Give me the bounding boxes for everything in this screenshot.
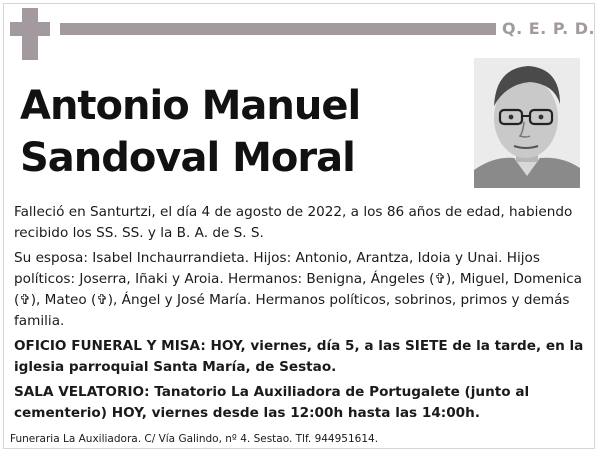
funeral-mass-info: OFICIO FUNERAL Y MISA: HOY, viernes, día 5, a las SIETE de la tarde, en la iglesia parroquial Santa María, de Sestao. xyxy=(14,338,584,375)
cross-icon-bar xyxy=(10,22,50,36)
family-list: Su esposa: Isabel Inchaurrandieta. Hijos: Antonio, Arantza, Idoia y Unai. Hijos políticos: Joserra, Iñaki y Aroia. Hermanos: Benigna, Ángeles (✞), Miguel, Domenica (✞), Mateo (✞), Ángel y José María. Hermanos políticos, sobrinos, primos y demás familia. xyxy=(14,250,582,329)
funeral-home-footer: Funeraria La Auxiliadora. C/ Vía Galindo, nº 4. Sestao. Tlf. 944951614. xyxy=(10,433,379,445)
portrait-photo xyxy=(474,58,580,188)
death-statement: Falleció en Santurtzi, el día 4 de agosto de 2022, a los 86 años de edad, habiendo recibido los SS. SS. y la B. A. de S. S. xyxy=(14,204,573,241)
qepd-label: Q. E. P. D. xyxy=(502,19,596,38)
wake-room-info: SALA VELATORIO: Tanatorio La Auxiliadora de Portugalete (junto al cementerio) HOY, viernes desde las 12:00h hasta las 14:00h. xyxy=(14,384,530,421)
deceased-name xyxy=(20,80,460,184)
notice-body xyxy=(14,202,586,428)
header-rule xyxy=(60,23,496,35)
name-line-1: Antonio Manuel xyxy=(20,83,361,129)
name-line-2: Sandoval Moral xyxy=(20,135,355,181)
